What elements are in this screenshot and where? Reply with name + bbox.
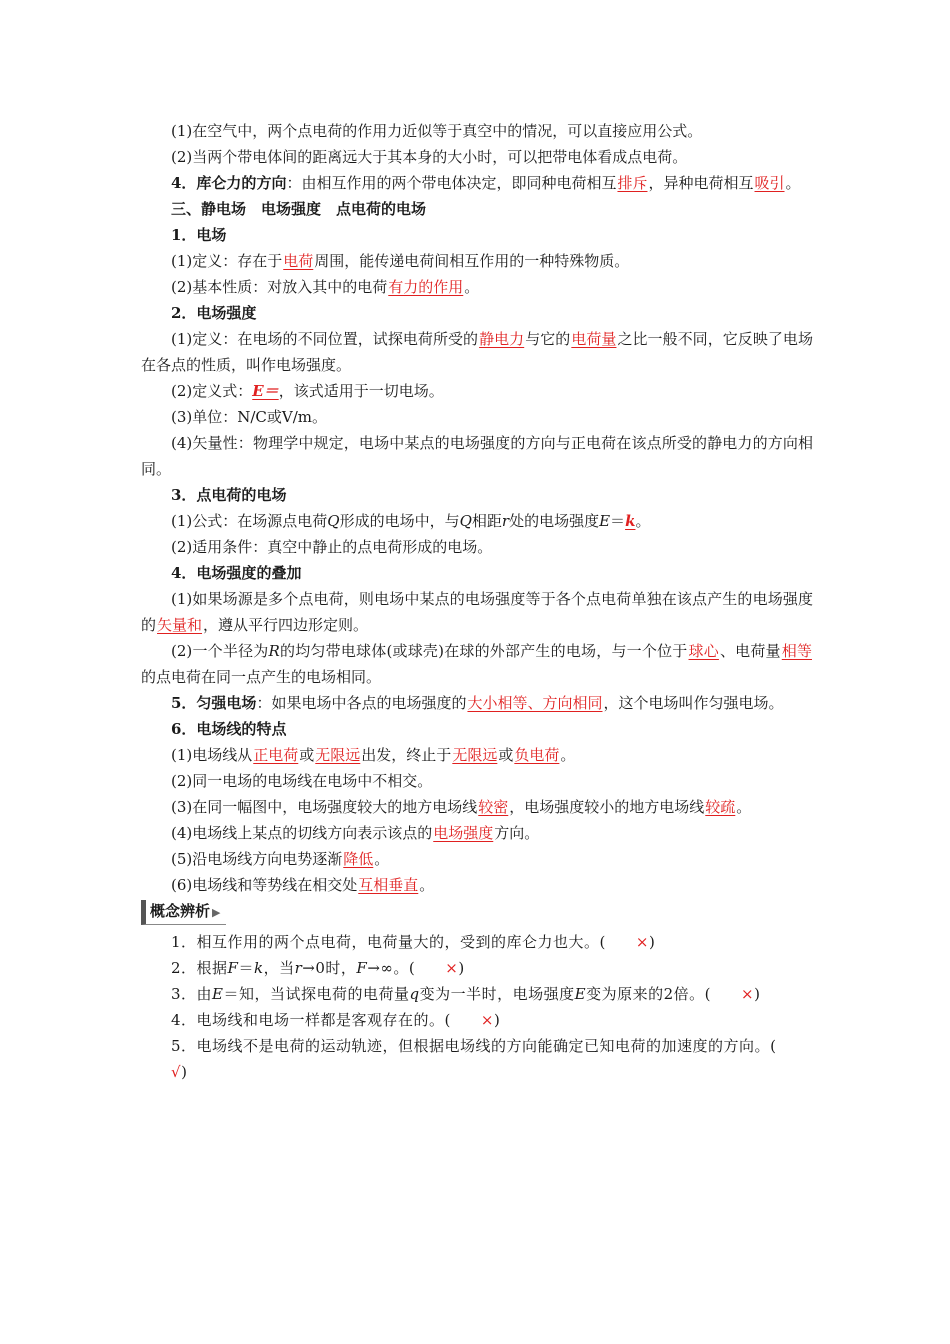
cross-mark-icon: × [480,1011,494,1029]
paragraph: (4)矢量性：物理学中规定，电场中某点的电场强度的方向与正电荷在该点所受的静电力的方向相同。 [141,434,813,478]
text: 。 [736,798,752,816]
question [141,929,813,955]
text: ：由相互作用的两个带电体决定，即同种电荷相互 [286,174,617,192]
text: (1)定义：存在于 [171,252,283,270]
check-mark-icon: √ [171,1063,182,1081]
text: 形成的电场中，与 [339,512,460,530]
text: ，该式适用于一切电场。 [278,382,444,400]
text: ，这个电场叫作匀强电场。 [603,694,784,712]
text: ＝ [610,512,626,530]
answer-blank: E＝ [252,382,279,400]
text: 1．相互作用的两个点电荷，电荷量大的，受到的库仑力也大。( [171,933,606,951]
answer-blank: 矢量和 [157,616,203,634]
answer-blank: 相等 [781,642,812,660]
question [141,1007,813,1033]
text: (2)一个半径为 [171,642,269,660]
variable: F [227,959,239,977]
text: ) [458,959,465,977]
text: 、电荷量 [719,642,781,660]
answer-blank: 吸引 [754,174,785,192]
variable: k [253,959,264,977]
answer-blank: 有力的作用 [388,278,464,296]
text: ，遵从平行四边形定则。 [203,616,369,634]
paragraph [141,248,813,274]
text: 的均匀带电球体(或球壳)在球的外部产生的电场，与一个位于 [279,642,688,660]
text: (3)在同一幅图中，电场强度较大的地方电场线 [171,798,478,816]
paragraph [141,378,813,404]
text: (1)公式：在场源点电荷 [171,512,328,530]
text: (1)如果场源是多个点电荷，则电场中某点的电场强度等于各个点电荷单独在该点产生的电场强度的 [141,590,813,634]
answer-blank: 球心 [688,642,719,660]
paragraph [141,690,813,716]
answer-blank: 电荷 [283,252,314,270]
item-heading: 5．匀强电场 [171,694,257,712]
text: 。 [464,278,480,296]
concept-label-text: 概念辨析 [150,902,211,920]
variable: E [574,985,587,1003]
answer-blank: 电荷量 [571,330,617,348]
paragraph [141,170,813,196]
text: ，异种电荷相互 [648,174,754,192]
text: 5．电场线不是电荷的运动轨迹，但根据电场线的方向能确定已知电荷的加速度的方向。 [171,1037,771,1055]
variable: Q [459,512,472,530]
text: (2)基本性质：对放入其中的电荷 [171,278,388,296]
cross-mark-icon: × [741,985,755,1003]
question [141,1033,813,1085]
flag-icon: ▶ [212,906,221,919]
text: ) [648,933,656,951]
section-title: 三、静电场 电场强度 点电荷的电场 [171,200,427,218]
text: 或 [299,746,315,764]
text: 。 [419,876,435,894]
answer-blank: 互相垂直 [358,876,419,894]
cross-mark-icon: × [635,933,649,951]
paragraph [141,794,813,820]
variable: E [212,985,224,1003]
concept-label [141,900,226,925]
item-heading: 4．库仑力的方向 [171,174,287,192]
text: ( [770,1037,777,1055]
text: ：如果电场中各点的电场强度的 [256,694,467,712]
paragraph: (2)当两个带电体间的距离远大于其本身的大小时，可以把带电体看成点电荷。 [171,148,688,166]
text: →0时， [302,959,357,977]
item-heading: 3．点电荷的电场 [171,486,287,504]
concept-tag [141,898,813,929]
variable: F [356,959,368,977]
variable: R [268,642,280,660]
text: →∞。( [367,959,416,977]
text: 变为一半时，电场强度 [419,985,575,1003]
text: (6)电场线和等势线在相交处 [171,876,358,894]
paragraph [141,742,813,768]
paragraph [141,820,813,846]
text: 变为原来的2倍。( [586,985,711,1003]
cross-mark-icon: × [445,959,459,977]
answer-blank: 正电荷 [253,746,299,764]
answer-blank: 排斥 [617,174,648,192]
answer-blank: 无限远 [452,746,498,764]
text: 周围，能传递电荷间相互作用的一种特殊物质。 [314,252,630,270]
variable: q [409,985,420,1003]
answer-blank: 无限远 [315,746,361,764]
item-heading: 4．电场强度的叠加 [171,564,302,582]
item-heading: 1．电场 [171,226,227,244]
paragraph: (2)适用条件：真空中静止的点电荷形成的电场。 [171,538,493,556]
text: 方向。 [494,824,540,842]
text: 3．由 [171,985,213,1003]
variable: Q [327,512,340,530]
text: (2)定义式： [171,382,253,400]
paragraph [141,872,813,898]
paragraph [141,846,813,872]
answer-blank: 较密 [478,798,509,816]
answer-blank: 较疏 [705,798,736,816]
text: 与它的 [525,330,571,348]
text: 处的电场强度 [509,512,600,530]
text: 的点电荷在同一点产生的电场相同。 [141,668,382,686]
item-heading: 6．电场线的特点 [171,720,287,738]
text: ＝知，当试探电荷的电荷量 [223,985,410,1003]
item-heading: 2．电场强度 [171,304,257,322]
text: ＝ [238,959,254,977]
text: ) [181,1063,188,1081]
answer-blank: 电场强度 [433,824,494,842]
text: (1)电场线从 [171,746,253,764]
document-page [141,118,813,1085]
answer-blank: 降低 [343,850,374,868]
text: ) [754,985,761,1003]
question [141,955,813,981]
text: 2．根据 [171,959,228,977]
text: 相距 [471,512,502,530]
answer-blank: 负电荷 [514,746,560,764]
text: 4．电场线和电场一样都是客观存在的。( [171,1011,451,1029]
paragraph [141,326,813,378]
paragraph [141,508,813,534]
text: 或 [498,746,514,764]
text: ，电场强度较小的地方电场线 [509,798,705,816]
paragraph [141,638,813,690]
text: (1)定义：在电场的不同位置，试探电荷所受的 [171,330,479,348]
paragraph [141,274,813,300]
paragraph: (1)在空气中，两个点电荷的作用力近似等于真空中的情况，可以直接应用公式。 [171,122,703,140]
question [141,981,813,1007]
text: 出发，终止于 [361,746,452,764]
paragraph: (3)单位：N/C或V/m。 [171,408,328,426]
answer-blank: 大小相等、方向相同 [467,694,603,712]
paragraph [141,586,813,638]
text: ) [493,1011,501,1029]
variable: E [599,512,611,530]
text: (5)沿电场线方向电势逐渐 [171,850,343,868]
variable: r [501,512,510,530]
paragraph: (2)同一电场的电场线在电场中不相交。 [171,772,433,790]
variable: r [294,959,303,977]
text: 。 [635,512,651,530]
answer-blank: k [625,512,636,530]
text: 之比一般不同，它反映了电场在各点的性质，叫作电场强度。 [141,330,813,374]
text: 。 [560,746,576,764]
text: (4)电场线上某点的切线方向表示该点的 [171,824,433,842]
text: ，当 [263,959,295,977]
answer-blank: 静电力 [479,330,525,348]
text: 。 [374,850,390,868]
text: 。 [785,174,801,192]
